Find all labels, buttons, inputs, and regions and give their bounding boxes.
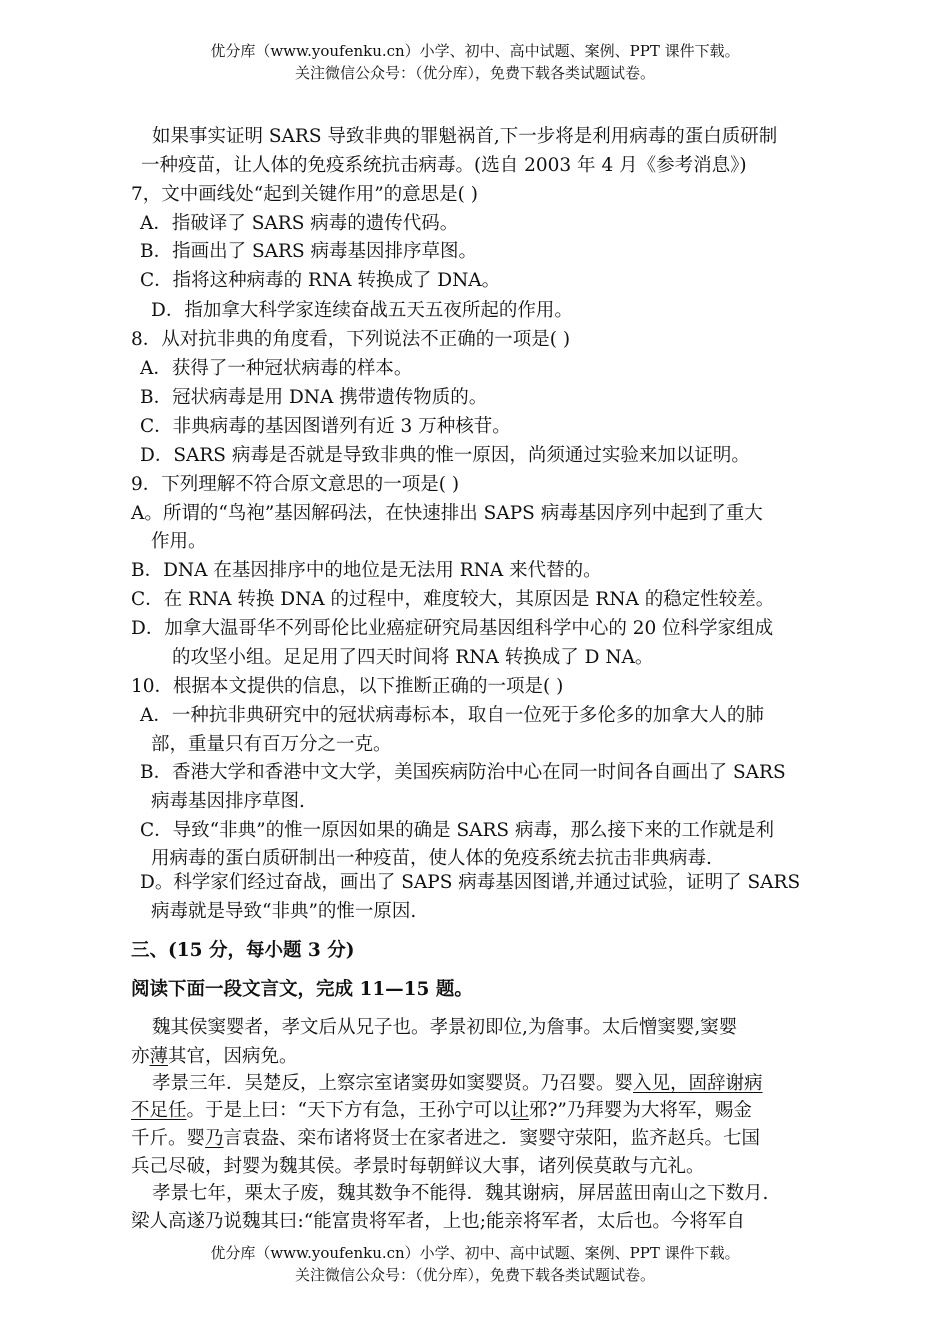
q10-option-a-line-2: 部，重量只有百万分之一克。 <box>151 734 392 755</box>
q7-option-d: D．指加拿大科学家连续奋战五天五夜所起的作用。 <box>151 300 573 321</box>
q9-option-a-line-2: 作用。 <box>151 531 207 552</box>
intro-line-1: 如果事实证明 SARS 导致非典的罪魁祸首,下一步将是利用病毒的蛋白质研制 <box>152 126 778 147</box>
q8-option-d: D．SARS 病毒是否就是导致非典的惟一原因，尚须通过实验来加以证明。 <box>140 445 750 466</box>
header-line-1: 优分库（www.youfenku.cn）小学、初中、高中试题、案例、PPT 课件下载。 <box>210 42 740 60</box>
q9-option-d-line-2: 的攻坚小组。足足用了四天时间将 RNA 转换成了 D NA。 <box>172 647 654 668</box>
page-header <box>0 40 950 84</box>
q10-stem: 10．根据本文提供的信息，以下推断正确的一项是( ) <box>131 676 564 697</box>
intro-line-2: 一种疫苗，让人体的免疫系统抗击病毒。(选自 2003 年 4 月《参考消息》) <box>141 155 747 176</box>
classical-p2-line-4: 兵己尽破，封婴为魏其侯。孝景时每朝鲜议大事，诸列侯莫敢与亢礼。 <box>131 1156 705 1177</box>
text-segment: 言袁盎、栾布诸将贤士在家者进之．窦婴守荥阳，监齐赵兵。七国 <box>223 1128 761 1149</box>
text-segment: 。于是上曰：“天下方有急，王孙宁可以 <box>186 1100 511 1121</box>
footer-line-1: 优分库（www.youfenku.cn）小学、初中、高中试题、案例、PPT 课件下载。 <box>210 1244 740 1262</box>
text-segment: 其官，因病免。 <box>168 1046 298 1067</box>
q7-option-c: C．指将这种病毒的 RNA 转换成了 DNA。 <box>140 270 501 291</box>
text-segment: 亦 <box>131 1046 150 1067</box>
q9-stem: 9．下列理解不符合原文意思的一项是( ) <box>131 474 460 495</box>
q9-option-b: B．DNA 在基因排序中的地位是无法用 RNA 来代替的。 <box>131 560 602 581</box>
q10-option-b-line-1: B．香港大学和香港中文大学，美国疾病防治中心在同一时间各自画出了 SARS <box>140 762 786 783</box>
q10-option-d-line-2: 病毒就是导致“非典”的惟一原因. <box>151 901 417 922</box>
underlined-word: 薄 <box>149 1046 169 1067</box>
q8-option-b: B．冠状病毒是用 DNA 携带遗传物质的。 <box>140 387 488 408</box>
text-segment: 孝景三年．吴楚反，上察宗室诸窦毋如窦婴贤。乃召婴。婴 <box>152 1073 634 1094</box>
underlined-phrase: 不足任 <box>131 1100 187 1121</box>
classical-p2-line-2 <box>131 1097 752 1125</box>
section-3-title: 三、(15 分，每小题 3 分) <box>131 940 355 961</box>
section-3-instruction: 阅读下面一段文言文，完成 11—15 题。 <box>131 979 473 1000</box>
classical-p1-line-1: 魏其侯窦婴者，孝文后从兄子也。孝景初即位,为詹事。太后憎窦婴,窦婴 <box>152 1017 738 1038</box>
classical-p2-line-3 <box>131 1125 760 1153</box>
q7-option-a: A．指破译了 SARS 病毒的遗传代码。 <box>140 213 459 234</box>
q7-option-b: B．指画出了 SARS 病毒基因排序草图。 <box>140 241 477 262</box>
underlined-word: 乃 <box>205 1128 224 1149</box>
q10-option-d-line-1: D。科学家们经过奋战，画出了 SAPS 病毒基因图谱,并通过试验，证明了 SARS <box>140 872 801 893</box>
classical-p2-line-1 <box>152 1070 763 1098</box>
q9-option-c: C．在 RNA 转换 DNA 的过程中，难度较大，其原因是 RNA 的稳定性较差。 <box>131 589 775 610</box>
q8-option-c: C．非典病毒的基因图谱列有近 3 万种核苷。 <box>140 416 511 437</box>
q10-option-c-line-2: 用病毒的蛋白质研制出一种疫苗，使人体的免疫系统去抗击非典病毒. <box>151 848 712 869</box>
underlined-word: 让 <box>510 1100 529 1121</box>
q10-option-b-line-2: 病毒基因排序草图. <box>151 791 305 812</box>
q7-stem: 7，文中画线处“起到关键作用”的意思是( ) <box>131 184 479 205</box>
classical-p3-line-1: 孝景七年，栗太子废，魏其数争不能得．魏其谢病，屏居蓝田南山之下数月. <box>152 1183 769 1204</box>
page-footer <box>0 1242 950 1286</box>
q9-option-d-line-1: D．加拿大温哥华不列哥伦比业癌症研究局基因组科学中心的 20 位科学家组成 <box>131 618 774 639</box>
text-segment: 千斤。婴 <box>131 1128 206 1149</box>
classical-p1-line-2 <box>131 1043 298 1071</box>
footer-line-2: 关注微信公众号：（优分库），免费下载各类试题试卷。 <box>294 1266 655 1284</box>
q8-stem: 8．从对抗非典的角度看，下列说法不正确的一项是( ) <box>131 329 571 350</box>
classical-p3-line-2: 梁人高遂乃说魏其曰:“能富贵将军者，上也;能亲将军者，太后也。今将军自 <box>131 1211 745 1232</box>
underlined-phrase: 入见，固辞谢病 <box>633 1073 763 1094</box>
q10-option-a-line-1: A．一种抗非典研究中的冠状病毒标本，取自一位死于多伦多的加拿大人的肺 <box>140 705 764 726</box>
q10-option-c-line-1: C．导致“非典”的惟一原因如果的确是 SARS 病毒，那么接下来的工作就是利 <box>140 820 774 841</box>
text-segment: 邪?”乃拜婴为大将军，赐金 <box>529 1100 752 1121</box>
q9-option-a-line-1: A。所谓的“鸟袍”基因解码法，在快速排出 SAPS 病毒基因序列中起到了重大 <box>131 503 763 524</box>
header-line-2: 关注微信公众号：（优分库），免费下载各类试题试卷。 <box>294 64 655 82</box>
q8-option-a: A．获得了一种冠状病毒的样本。 <box>140 358 413 379</box>
